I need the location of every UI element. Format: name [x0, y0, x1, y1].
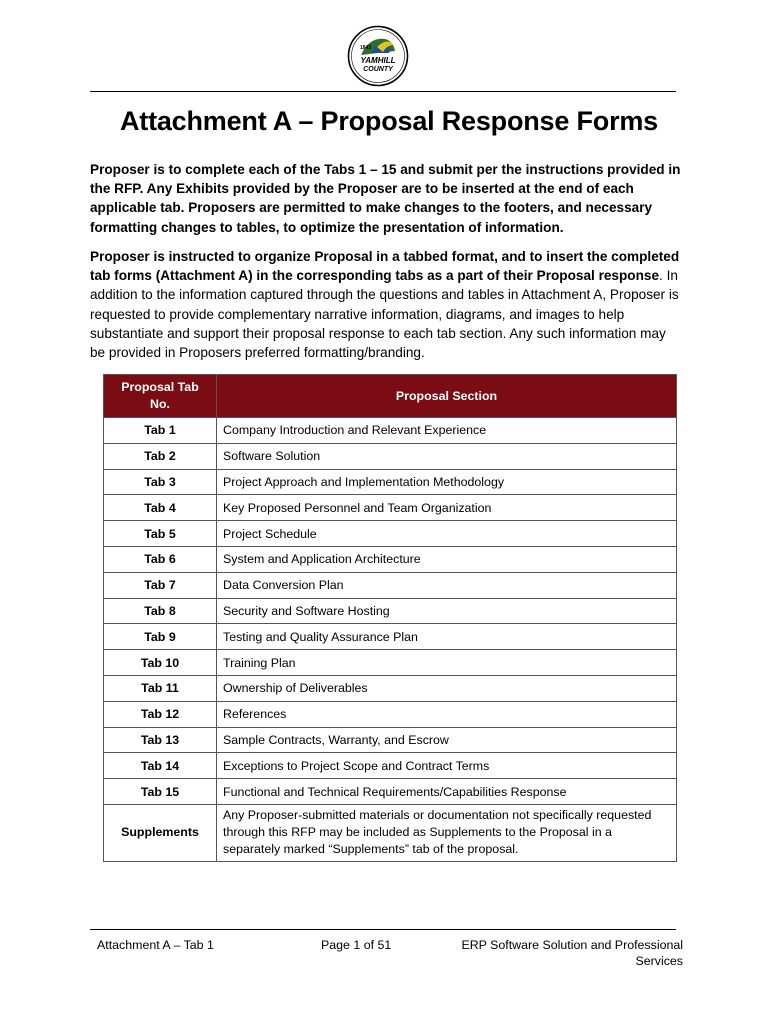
table-row: [104, 650, 677, 676]
table-row: [104, 624, 677, 650]
section-cell: Sample Contracts, Warranty, and Escrow: [217, 727, 677, 753]
tab-number-cell: Tab 1: [104, 418, 217, 444]
section-cell: Ownership of Deliverables: [217, 675, 677, 701]
tab-number-cell: Tab 10: [104, 650, 217, 676]
table-row: [104, 598, 677, 624]
table-row: [104, 727, 677, 753]
section-cell: Security and Software Hosting: [217, 598, 677, 624]
table-header-row: [104, 375, 677, 418]
intro-paragraph-2-bold: Proposer is instructed to organize Proposal in a tabbed format, and to insert the completed tab forms (Attachment A) in the corresponding tabs as a part of their Proposal response: [90, 249, 680, 284]
section-cell: Company Introduction and Relevant Experience: [217, 418, 677, 444]
footer-rule: [90, 929, 676, 930]
section-cell: Any Proposer-submitted materials or documentation not specifically requested through this RFP may be included as Supplements to the Proposal in a separately marked “Supplements” tab of the proposal.: [217, 804, 677, 861]
section-cell: Functional and Technical Requirements/Capabilities Response: [217, 779, 677, 805]
tab-number-cell: Tab 13: [104, 727, 217, 753]
section-cell: Key Proposed Personnel and Team Organization: [217, 495, 677, 521]
table-row-supplements: [104, 804, 677, 861]
tab-number-cell: Tab 2: [104, 443, 217, 469]
footer-right: ERP Software Solution and Professional Services: [461, 938, 683, 968]
logo-name-line2: COUNTY: [363, 66, 393, 73]
tab-number-cell: Tab 15: [104, 779, 217, 805]
table-row: [104, 546, 677, 572]
tab-number-cell: Tab 4: [104, 495, 217, 521]
tab-number-cell: Tab 9: [104, 624, 217, 650]
logo-year: 1843: [360, 45, 372, 51]
tab-number-cell: Supplements: [104, 804, 217, 861]
section-cell: References: [217, 701, 677, 727]
intro-paragraph-2: [90, 247, 682, 362]
proposal-tabs-table: [103, 374, 677, 862]
section-cell: Software Solution: [217, 443, 677, 469]
header-tab-no: [104, 375, 217, 418]
tab-number-cell: Tab 6: [104, 546, 217, 572]
intro-paragraph-2-rest: . In addition to the information captured through the questions and tables in Attachment A, Proposer is requested to provide complementary narrative information, diagrams, and images to help substantiate and support their proposal response to each tab section. Any such information may be provided in Proposers preferred formatting/branding.: [90, 268, 679, 361]
table-row: [104, 521, 677, 547]
tab-number-cell: Tab 3: [104, 469, 217, 495]
tab-number-cell: Tab 7: [104, 572, 217, 598]
county-seal-logo: [347, 25, 409, 87]
header-tab-no-label: Proposal Tab No.: [121, 380, 199, 411]
section-cell: Testing and Quality Assurance Plan: [217, 624, 677, 650]
table-body: [104, 418, 677, 862]
table-row: [104, 469, 677, 495]
table-row: [104, 779, 677, 805]
table-row: [104, 701, 677, 727]
section-cell: Project Schedule: [217, 521, 677, 547]
table-row: [104, 443, 677, 469]
footer-left: Attachment A – Tab 1: [97, 938, 214, 952]
section-cell: Exceptions to Project Scope and Contract Terms: [217, 753, 677, 779]
table-row: [104, 675, 677, 701]
footer-page-number: Page 1 of 51: [321, 938, 392, 952]
section-cell: Data Conversion Plan: [217, 572, 677, 598]
section-cell: Training Plan: [217, 650, 677, 676]
table-row: [104, 495, 677, 521]
logo-name-line1: YAMHILL: [360, 56, 396, 65]
table-row: [104, 572, 677, 598]
section-cell: System and Application Architecture: [217, 546, 677, 572]
tab-number-cell: Tab 5: [104, 521, 217, 547]
header-rule: [90, 91, 676, 92]
intro-paragraph-1: Proposer is to complete each of the Tabs 1 – 15 and submit per the instructions provided in the RFP. Any Exhibits provided by the Proposer are to be inserted at the end of each applicable tab. Proposers are permitted to make changes to the footers, and necessary formatting changes to tables, to optimize the presentation of information.: [90, 162, 681, 235]
tab-number-cell: Tab 11: [104, 675, 217, 701]
tab-number-cell: Tab 8: [104, 598, 217, 624]
section-cell: Project Approach and Implementation Methodology: [217, 469, 677, 495]
table-row: [104, 418, 677, 444]
tab-number-cell: Tab 14: [104, 753, 217, 779]
table-row: [104, 753, 677, 779]
header-proposal-section: Proposal Section: [217, 375, 677, 418]
page-title: Attachment A – Proposal Response Forms: [119, 106, 659, 136]
tab-number-cell: Tab 12: [104, 701, 217, 727]
